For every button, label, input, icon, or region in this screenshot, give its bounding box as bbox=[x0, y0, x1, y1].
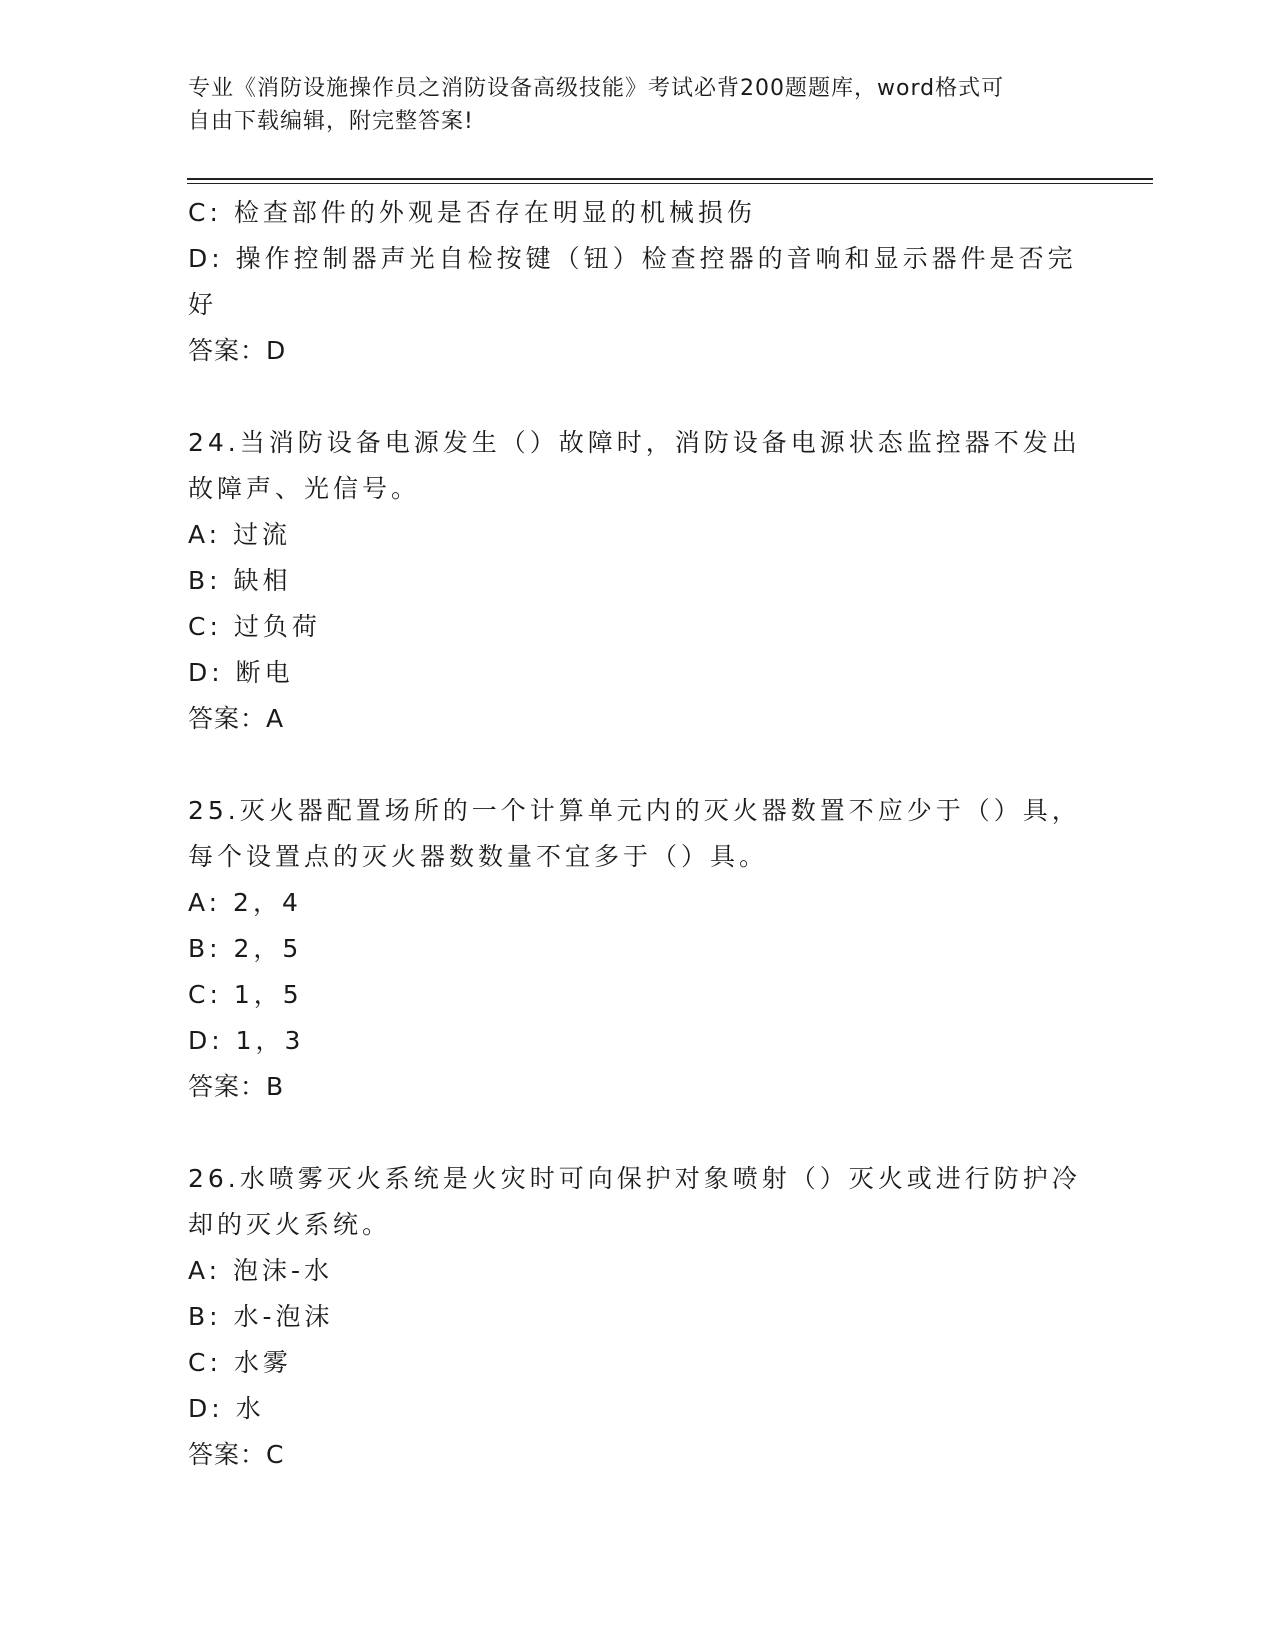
option-c: C: 1，5 bbox=[188, 980, 303, 1009]
option-d: D: 断电 bbox=[188, 658, 294, 687]
header-line-2: 自由下载编辑，附完整答案! bbox=[188, 109, 474, 134]
question-stem-line-1: 24.当消防设备电源发生（）故障时，消防设备电源状态监控器不发出 bbox=[188, 428, 1081, 457]
option-a: A: 2，4 bbox=[188, 888, 302, 917]
option-c: C: 水雾 bbox=[188, 1348, 292, 1377]
question-25 bbox=[188, 788, 1088, 1110]
header-divider-thick bbox=[187, 178, 1153, 180]
question-24 bbox=[188, 420, 1088, 742]
answer: 答案：D bbox=[188, 336, 287, 365]
option-b: B: 缺相 bbox=[188, 566, 292, 595]
answer: 答案：A bbox=[188, 704, 285, 733]
question-stem-line-2: 却的灭火系统。 bbox=[188, 1210, 392, 1239]
page-header bbox=[188, 72, 1088, 138]
option-a: A: 泡沫-水 bbox=[188, 1256, 334, 1285]
option-b: B: 水-泡沫 bbox=[188, 1302, 334, 1331]
question-list bbox=[188, 190, 1088, 1478]
option-c: C: 过负荷 bbox=[188, 612, 321, 641]
option-d-line-2: 好 bbox=[188, 290, 218, 319]
question-stem-line-1: 25.灭火器配置场所的一个计算单元内的灭火器数置不应少于（）具， bbox=[188, 796, 1081, 825]
option-d: D: 水 bbox=[188, 1394, 265, 1423]
option-d-line-1: D: 操作控制器声光自检按键（钮）检查控器的音响和显示器件是否完 bbox=[188, 244, 1077, 273]
option-b: B: 2，5 bbox=[188, 934, 303, 963]
option-a: A: 过流 bbox=[188, 520, 292, 549]
question-26 bbox=[188, 1156, 1088, 1478]
question-stem-line-2: 每个设置点的灭火器数数量不宜多于（）具。 bbox=[188, 842, 769, 871]
answer: 答案：B bbox=[188, 1072, 285, 1101]
answer: 答案：C bbox=[188, 1440, 285, 1469]
question-stem-line-1: 26.水喷雾灭火系统是火灾时可向保护对象喷射（）灭火或进行防护冷 bbox=[188, 1164, 1081, 1193]
option-c: C: 检查部件的外观是否存在明显的机械损伤 bbox=[188, 198, 756, 227]
question-23-tail bbox=[188, 190, 1088, 374]
option-d: D: 1，3 bbox=[188, 1026, 305, 1055]
question-stem-line-2: 故障声、光信号。 bbox=[188, 474, 421, 503]
header-line-1: 专业《消防设施操作员之消防设备高级技能》考试必背200题题库，word格式可 bbox=[188, 76, 1005, 101]
header-divider-thin bbox=[187, 183, 1153, 184]
